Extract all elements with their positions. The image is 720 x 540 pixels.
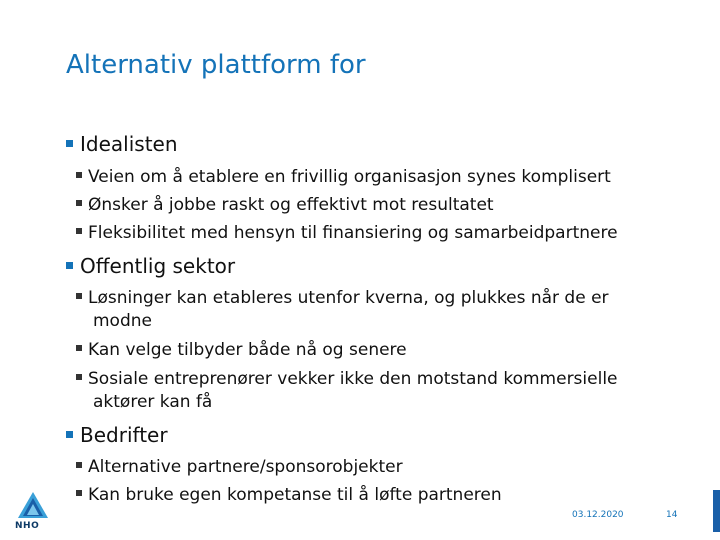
list-item <box>76 194 683 217</box>
slide-title: Alternativ plattform for <box>66 50 366 80</box>
page-number: 14 <box>666 510 678 520</box>
section-heading-label: Offentlig sektor <box>80 254 236 278</box>
list-item <box>76 287 653 333</box>
list-item-text: Sosiale entreprenører vekker ikke den motstand kommersielle aktører kan få <box>88 369 618 412</box>
section-heading-label: Bedrifter <box>80 423 168 447</box>
footer-date: 03.12.2020 <box>572 510 624 520</box>
list-item-text: Kan velge tilbyder både nå og senere <box>88 340 407 360</box>
section-heading-idealisten <box>66 132 178 156</box>
square-bullet-icon <box>76 374 82 380</box>
list-item <box>76 222 683 245</box>
square-bullet-icon <box>66 431 73 438</box>
list-item-text: Ønsker å jobbe raskt og effektivt mot resultatet <box>88 195 494 215</box>
square-bullet-icon <box>76 345 82 351</box>
list-item-text: Alternative partnere/sponsorobjekter <box>88 457 403 477</box>
logo-text: NHO <box>15 521 40 531</box>
section-heading-label: Idealisten <box>80 132 178 156</box>
list-item <box>76 484 683 507</box>
list-item-text: Fleksibilitet med hensyn til finansiering og samarbeidpartnere <box>88 223 618 243</box>
square-bullet-icon <box>76 490 82 496</box>
square-bullet-icon <box>76 228 82 234</box>
accent-bar <box>713 490 720 532</box>
list-item <box>76 456 683 479</box>
list-item <box>76 339 683 362</box>
list-item <box>76 368 665 414</box>
list-item-text: Veien om å etablere en frivillig organisasjon synes komplisert <box>88 167 611 187</box>
list-item-text: Løsninger kan etableres utenfor kverna, og plukkes når de er modne <box>88 288 609 331</box>
section-heading-bedrifter <box>66 423 168 447</box>
square-bullet-icon <box>66 262 73 269</box>
square-bullet-icon <box>66 140 73 147</box>
list-item-text: Kan bruke egen kompetanse til å løfte partneren <box>88 485 502 505</box>
square-bullet-icon <box>76 293 82 299</box>
square-bullet-icon <box>76 200 82 206</box>
square-bullet-icon <box>76 462 82 468</box>
square-bullet-icon <box>76 172 82 178</box>
section-heading-offentlig-sektor <box>66 254 235 278</box>
list-item <box>76 166 683 189</box>
